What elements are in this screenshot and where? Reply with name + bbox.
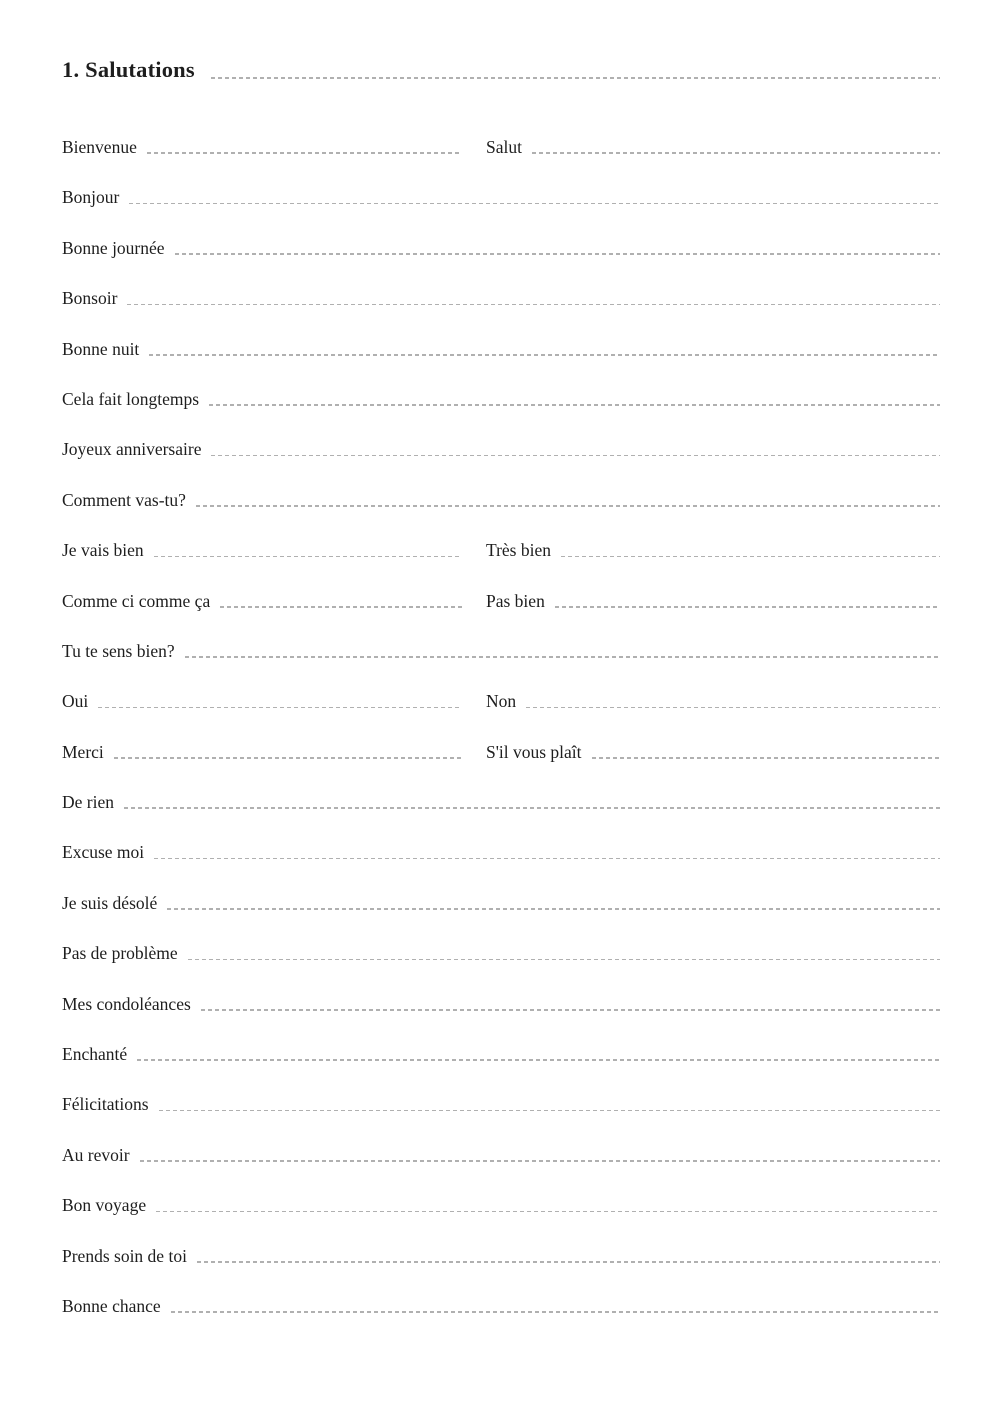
phrase-row [62,1144,940,1166]
answer-line [159,1110,940,1112]
phrase-row [62,237,940,259]
answer-line [171,1311,940,1313]
answer-line [196,505,940,507]
phrase-cell [62,388,940,410]
answer-line [561,556,940,558]
phrase-label: Pas bien [486,590,545,611]
phrase-row [62,1245,940,1267]
phrase-cell [486,741,940,763]
answer-line [526,707,940,709]
answer-line [220,606,462,608]
phrase-label: Enchanté [62,1044,128,1065]
phrase-cell [62,791,940,813]
phrase-cell [62,841,940,863]
phrase-label: Bienvenue [62,137,137,157]
phrase-row [62,1295,940,1317]
title-dash-line [211,77,940,79]
phrase-row [62,388,940,410]
phrase-label: Excuse moi [62,842,145,863]
phrase-row [62,791,940,813]
answer-line [167,908,940,910]
phrase-cell [62,942,940,964]
phrase-row [62,1194,940,1216]
answer-line [197,1261,940,1263]
phrase-cell [62,1295,940,1317]
phrase-label: Pas de problème [62,943,178,964]
answer-line [127,304,940,306]
phrase-label: Bonne journée [62,237,165,258]
phrase-label: Tu te sens bien? [62,640,175,661]
phrase-cell [62,539,462,561]
phrase-label: Prends soin de toi [62,1245,187,1266]
phrase-cell [62,640,940,662]
phrase-row [62,1043,940,1065]
answer-line [211,455,940,457]
answer-line [209,404,940,406]
phrase-cell [62,741,462,763]
phrase-label: Oui [62,691,89,712]
phrase-row [62,287,940,309]
phrase-cell [486,590,940,612]
phrase-row [62,539,940,561]
phrase-cell [62,590,462,612]
phrase-row [62,942,940,964]
answer-line [114,757,462,759]
phrase-cell [62,1245,940,1267]
phrase-cell [62,237,940,259]
phrase-label: Bonsoir [62,288,118,309]
phrase-cell [62,186,940,208]
phrase-cell [62,1144,940,1166]
phrase-row [62,186,940,208]
phrase-cell [62,489,940,511]
phrase-cell [62,438,940,460]
phrase-cell [62,338,940,360]
phrase-label: Comme ci comme ça [62,590,211,611]
phrase-row [62,338,940,360]
phrase-label: Je vais bien [62,540,144,561]
phrase-label: Mes condoléances [62,993,191,1014]
phrase-row [62,841,940,863]
answer-line [185,656,940,658]
phrase-label: Bonne nuit [62,338,140,359]
title-row [62,56,940,84]
phrase-cell [62,1093,940,1115]
phrase-row [62,489,940,511]
answer-line [154,858,940,860]
phrase-label: Salut [486,137,522,157]
phrase-row [62,993,940,1015]
answer-line [149,354,940,356]
phrase-row [62,136,940,158]
phrase-label: Je suis désolé [62,892,158,913]
phrase-cell [62,136,462,158]
phrase-label: De rien [62,792,114,813]
phrase-label: Bonjour [62,187,120,208]
answer-line [98,707,462,709]
phrase-cell [486,690,940,712]
phrase-row [62,590,940,612]
phrase-row [62,640,940,662]
answer-line [137,1059,940,1061]
phrase-label: Très bien [486,540,551,561]
phrase-row [62,438,940,460]
answer-line [188,959,940,961]
phrase-row [62,892,940,914]
answer-line [147,152,462,154]
phrase-label: Joyeux anniversaire [62,439,202,460]
answer-line [201,1009,940,1011]
phrase-label: Bonne chance [62,1295,161,1316]
phrase-cell [62,690,462,712]
answer-line [140,1160,940,1162]
answer-line [532,152,940,154]
answer-line [129,203,940,205]
answer-line [592,757,940,759]
phrase-label: S'il vous plaît [486,741,582,762]
answer-line [154,556,462,558]
phrase-row [62,690,940,712]
phrase-cell [62,892,940,914]
answer-line [156,1211,940,1213]
phrase-row [62,741,940,763]
answer-line [175,253,940,255]
phrase-cell [62,993,940,1015]
phrase-cell [486,136,940,158]
phrase-label: Félicitations [62,1094,149,1115]
phrase-label: Bon voyage [62,1195,147,1216]
phrase-cell [62,1194,940,1216]
phrase-label: Merci [62,741,104,762]
answer-line [555,606,940,608]
phrase-label: Au revoir [62,1144,130,1165]
answer-line [124,807,940,809]
phrase-row [62,1093,940,1115]
phrase-list [62,136,940,1317]
phrase-label: Non [486,691,517,712]
phrase-cell [62,287,940,309]
phrase-label: Comment vas-tu? [62,489,186,510]
phrase-cell [62,1043,940,1065]
phrase-cell [486,539,940,561]
page-title: 1. Salutations [62,57,195,82]
phrase-label: Cela fait longtemps [62,388,200,409]
